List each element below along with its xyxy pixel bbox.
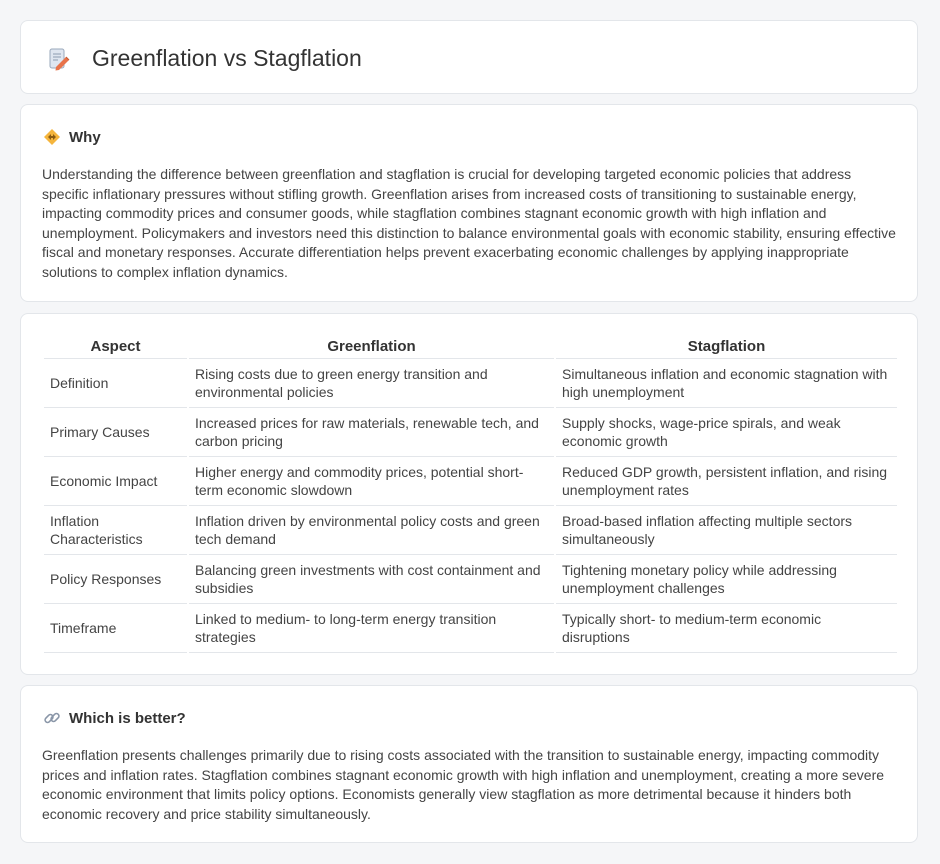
cell-greenflation: Balancing green investments with cost containment and subsidies xyxy=(189,555,554,604)
page-title: Greenflation vs Stagflation xyxy=(92,45,362,71)
cell-greenflation: Rising costs due to green energy transition and environmental policies xyxy=(189,359,554,408)
why-heading-row xyxy=(43,127,101,147)
cell-aspect: Primary Causes xyxy=(44,408,187,457)
comparison-table xyxy=(42,334,899,653)
better-heading: Which is better? xyxy=(69,709,186,727)
table-row xyxy=(44,506,897,555)
cell-aspect: Inflation Characteristics xyxy=(44,506,187,555)
link-icon xyxy=(43,709,61,727)
table-row xyxy=(44,408,897,457)
better-heading-row xyxy=(43,708,186,728)
cell-greenflation: Higher energy and commodity prices, potential short-term economic slowdown xyxy=(189,457,554,506)
cell-greenflation: Linked to medium- to long-term energy transition strategies xyxy=(189,604,554,653)
column-header-aspect: Aspect xyxy=(44,334,187,359)
better-text: Greenflation presents challenges primarily due to rising costs associated with the transition to sustainable energy, impacting commodity prices and inflation rates. Stagflation combines stagnant economic growth with high inflation and unemployment, creating a more severe economic environment that limits policy options. Economists generally view stagflation as more detrimental because it hinders both economic recovery and price stability simultaneously. xyxy=(42,747,885,822)
cell-stagflation: Supply shocks, wage-price spirals, and weak economic growth xyxy=(556,408,897,457)
cell-greenflation: Inflation driven by environmental policy costs and green tech demand xyxy=(189,506,554,555)
table-header-row xyxy=(44,334,897,359)
table-row xyxy=(44,555,897,604)
table-row xyxy=(44,457,897,506)
why-text: Understanding the difference between greenflation and stagflation is crucial for developing targeted economic policies that address specific inflationary pressures without stifling growth. Greenflation arises from increased costs of transitioning to sustainable energy, impacting commodity prices and consumer goods, while stagflation combines stagnant economic growth with high inflation and unemployment. Policymakers and investors need this distinction to balance environmental goals with economic stability, ensuring effective fiscal and monetary responses. Accurate differentiation helps prevent exacerbating economic challenges by applying inappropriate solutions to complex inflation dynamics. xyxy=(42,166,896,280)
document-pencil-icon xyxy=(47,47,71,71)
diamond-arrows-icon xyxy=(43,128,61,146)
table-row xyxy=(44,359,897,408)
cell-aspect: Definition xyxy=(44,359,187,408)
cell-aspect: Timeframe xyxy=(44,604,187,653)
column-header-greenflation: Greenflation xyxy=(189,334,554,359)
cell-stagflation: Tightening monetary policy while addressing unemployment challenges xyxy=(556,555,897,604)
cell-stagflation: Typically short- to medium-term economic disruptions xyxy=(556,604,897,653)
cell-stagflation: Broad-based inflation affecting multiple sectors simultaneously xyxy=(556,506,897,555)
comparison-section xyxy=(20,313,918,675)
cell-aspect: Policy Responses xyxy=(44,555,187,604)
why-heading: Why xyxy=(69,128,101,146)
cell-greenflation: Increased prices for raw materials, renewable tech, and carbon pricing xyxy=(189,408,554,457)
cell-stagflation: Reduced GDP growth, persistent inflation, and rising unemployment rates xyxy=(556,457,897,506)
table-row xyxy=(44,604,897,653)
column-header-stagflation: Stagflation xyxy=(556,334,897,359)
title-card xyxy=(20,20,918,94)
why-section xyxy=(20,104,918,302)
cell-aspect: Economic Impact xyxy=(44,457,187,506)
cell-stagflation: Simultaneous inflation and economic stagnation with high unemployment xyxy=(556,359,897,408)
which-is-better-section xyxy=(20,685,918,843)
